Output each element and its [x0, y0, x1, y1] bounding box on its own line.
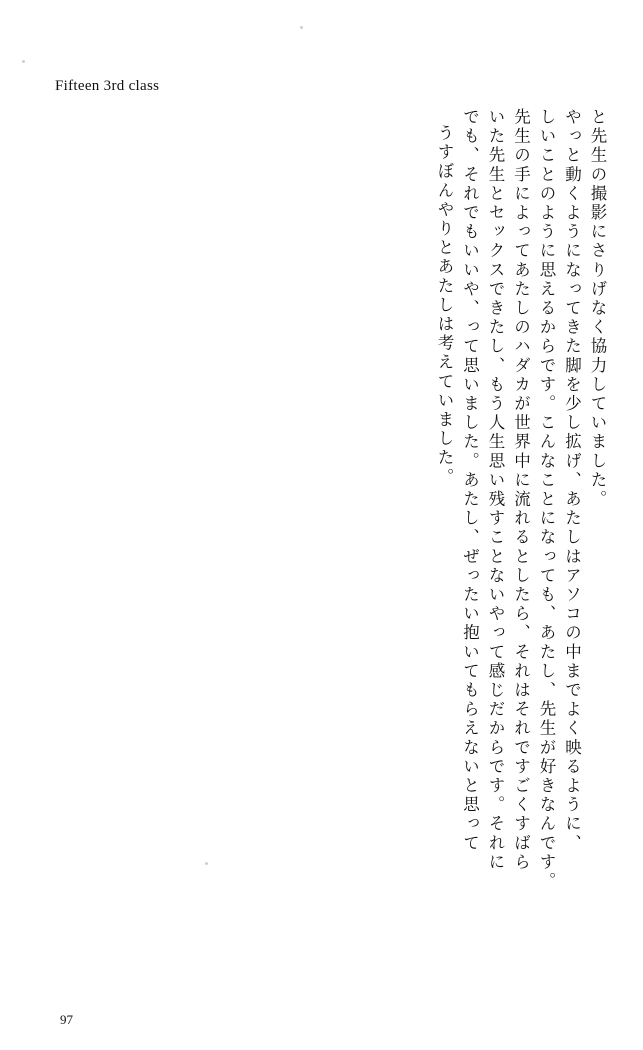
text-column: しいことのように思えるからです。こんなことになっても、あたし、先生が好きなんです。	[537, 108, 556, 892]
text-column: 先生の手によってあたしのハダカが世界中に流れるとしたら、それはそれですごくすばら	[511, 108, 531, 872]
running-header: Fifteen 3rd class	[55, 78, 160, 94]
text-column: でも、それでもいいや、って思いました。あたし、ぜったい抱いてもらえないと思って	[460, 108, 480, 853]
text-column: いた先生とセックスできたし、もう人生思い残すことないやって感じだからです。それに	[486, 108, 505, 872]
scan-speckle	[22, 60, 25, 63]
text-column: と先生の撮影にさりげなく協力していました。	[588, 108, 607, 510]
page-number: 97	[60, 1012, 73, 1027]
scan-speckle	[300, 26, 303, 29]
vertical-text-block	[427, 108, 606, 988]
scan-speckle	[205, 862, 208, 865]
text-column: うすぼんやりとあたしは考えていました。	[435, 124, 454, 487]
text-column: やっと動くようになってきた脚を少し拡げ、あたしはアソコの中までよく映るように、	[562, 108, 582, 853]
